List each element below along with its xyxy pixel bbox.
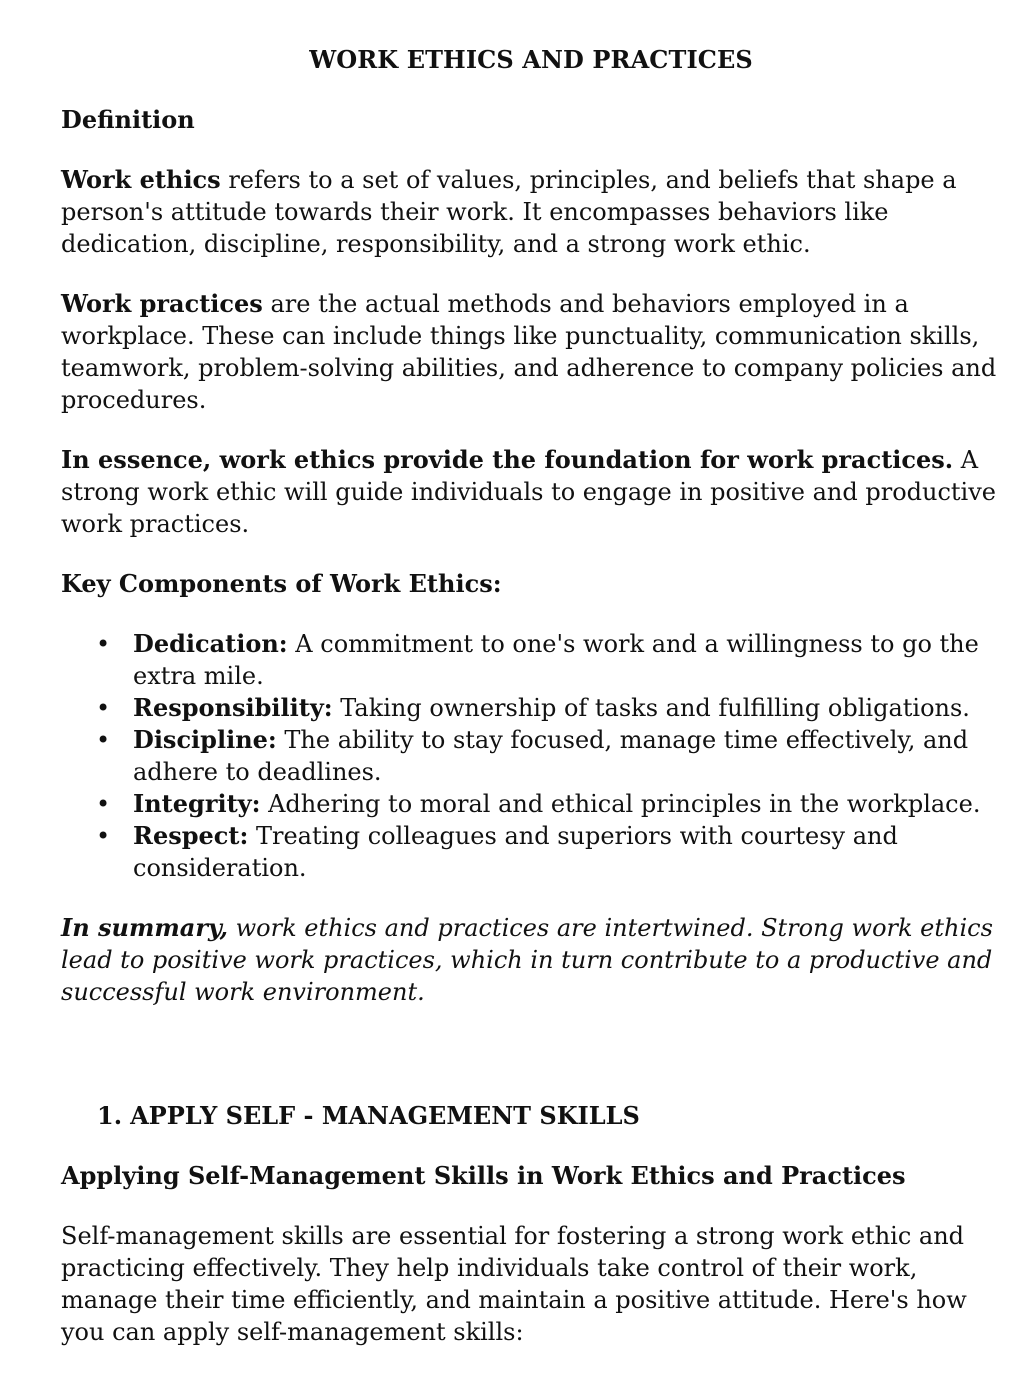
section-heading (61, 1100, 1001, 1132)
essence-bold: In essence, work ethics provide the foundation for work practices. (61, 445, 954, 474)
key-term: Respect: (133, 821, 249, 850)
key-components-list (61, 628, 1001, 884)
key-text: The ability to stay focused, manage time effectively, and adhere to deadlines. (133, 726, 969, 786)
list-item (133, 628, 1001, 692)
section-subheading: Applying Self-Management Skills in Work Ethics and Practices (61, 1161, 906, 1190)
key-components-heading: Key Components of Work Ethics: (61, 569, 502, 598)
summary-text: work ethics and practices are intertwined. Strong work ethics lead to positive work practices, which in turn contribute to a productive and successful work environment. (61, 914, 993, 1006)
key-text: A commitment to one's work and a willingness to go the extra mile. (133, 630, 979, 690)
document-page (61, 38, 1001, 1348)
section-title: APPLY SELF - MANAGEMENT SKILLS (130, 1101, 640, 1130)
list-item (133, 724, 1001, 788)
key-term: Integrity: (133, 789, 261, 818)
work-ethics-term: Work ethics (61, 165, 221, 194)
key-term: Dedication: (133, 629, 288, 658)
work-practices-text: are the actual methods and behaviors employed in a workplace. These can include things like punctuality, communication skills, teamwork, problem-solving abilities, and adherence to company policies and procedures. (61, 290, 997, 414)
list-item (133, 820, 1001, 884)
essence-text: A strong work ethic will guide individuals to engage in positive and productive work practices. (61, 446, 996, 538)
document-title: WORK ETHICS AND PRACTICES (309, 45, 753, 74)
key-text: Treating colleagues and superiors with courtesy and consideration. (133, 822, 898, 882)
summary-bold: In summary, (61, 913, 228, 942)
work-practices-paragraph (61, 288, 1001, 416)
work-ethics-text: refers to a set of values, principles, and beliefs that shape a person's attitude towards their work. It encompasses behaviors like dedication, discipline, responsibility, and a strong work ethic. (61, 166, 957, 258)
key-text: Taking ownership of tasks and fulfilling obligations. (332, 694, 970, 722)
essence-paragraph (61, 444, 1001, 540)
list-item (133, 788, 1001, 820)
key-term: Responsibility: (133, 693, 333, 722)
section-number: 1. (97, 1101, 123, 1130)
summary-paragraph (61, 912, 1001, 1008)
definition-heading: Definition (61, 105, 195, 134)
key-term: Discipline: (133, 725, 277, 754)
key-text: Adhering to moral and ethical principles in the workplace. (260, 790, 981, 818)
work-practices-term: Work practices (61, 289, 263, 318)
list-item (133, 692, 1001, 724)
work-ethics-paragraph (61, 164, 1001, 260)
section-body: Self-management skills are essential for fostering a strong work ethic and practicing effectively. They help individuals take control of their work, manage their time efficiently, and maintain a positive attitude. Here's how you can apply self-management skills: (61, 1222, 967, 1346)
